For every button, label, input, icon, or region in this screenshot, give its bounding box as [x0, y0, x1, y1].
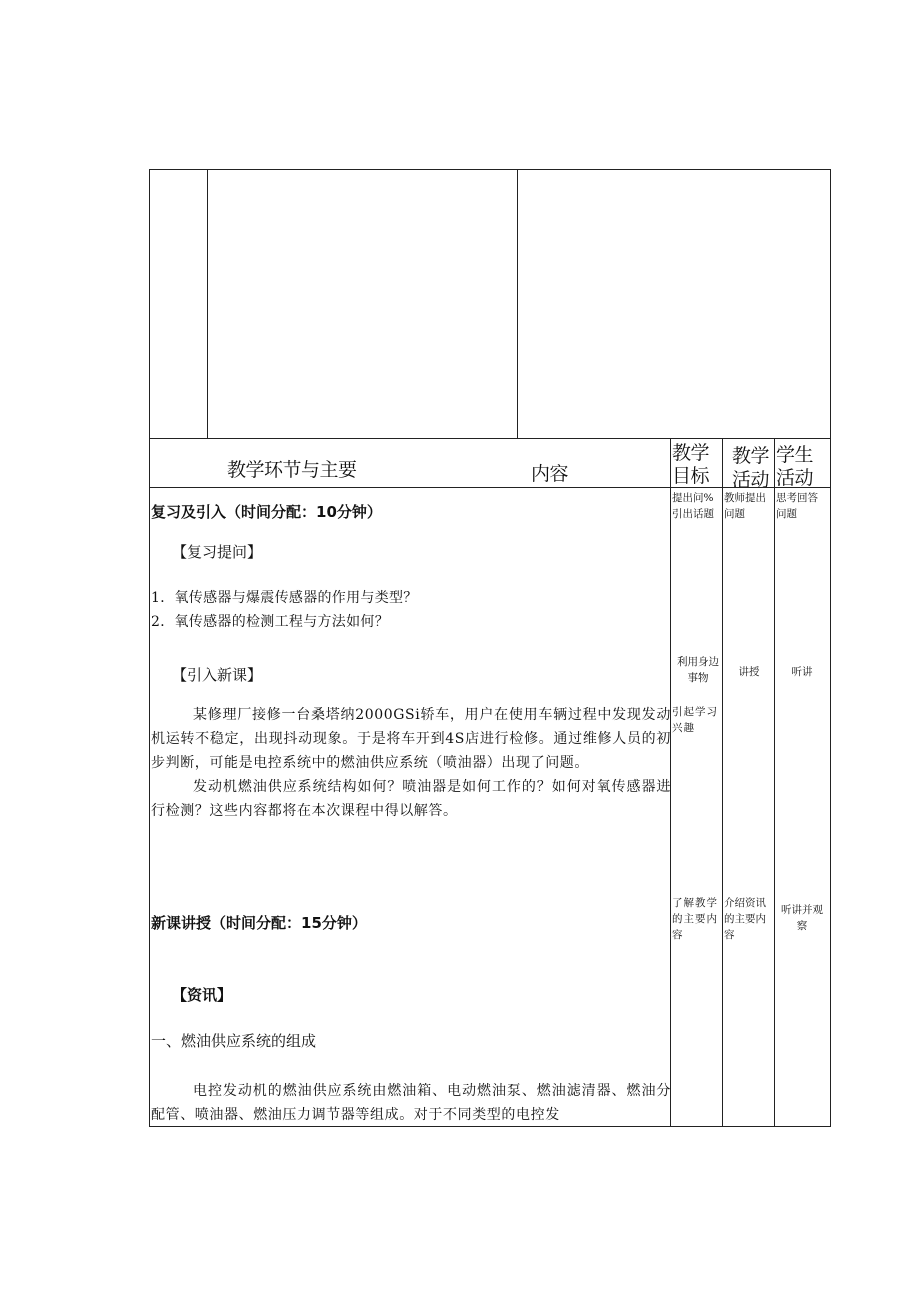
review-question-1: 1．氧传感器与爆震传感器的作用与类型？: [151, 590, 418, 606]
header-main-a: 教学环节与主要: [227, 459, 357, 481]
teacher-cell-1: 教师提出问题: [724, 492, 766, 520]
col-divider-student: [774, 438, 775, 1127]
lecture-paragraph-1: 电控发动机的燃油供应系统由燃油箱、电动燃油泵、燃油滤清器、燃油分配管、喷油器、燃油压力调节器等组成。对于不同类型的电控发: [151, 1083, 671, 1123]
goal-cell-1: 提出问%引出话题: [672, 492, 714, 520]
header-main-b: 内容: [531, 463, 569, 485]
section-heading-1: 一、燃油供应系统的组成: [151, 1032, 317, 1050]
intro-title: 【引入新课】: [172, 666, 263, 684]
header-student: 学生活动: [776, 444, 814, 487]
top-divider-2: [517, 169, 518, 438]
col-divider-teacher: [722, 438, 723, 1127]
student-cell-2: 听讲: [791, 666, 813, 678]
header-bottom-rule: [149, 487, 831, 488]
lecture-title: 新课讲授（时间分配：15分钟）: [151, 914, 367, 932]
student-cell-3: 听讲并观察: [781, 904, 823, 932]
goal-cell-3: 了解教学的主要内容: [672, 897, 718, 941]
lesson-table: [149, 169, 831, 1127]
review-title: 复习及引入（时间分配：10分钟）: [151, 503, 382, 521]
teacher-cell-3: 介绍资讯的主要内容: [724, 897, 766, 941]
goal-cell-2b: 引起学习兴趣: [672, 706, 718, 734]
intro-paragraph-2: 发动机燃油供应系统结构如何？喷油器是如何工作的？如何对氧传感器进行检测？这些内容都将在本次课程中得以解答。: [151, 779, 671, 819]
header-teacher: 教学活动: [732, 445, 770, 487]
goal-cell-2a: 利用身边事物: [677, 656, 719, 684]
header-goal: 教学目标: [672, 442, 710, 487]
top-divider-1: [207, 169, 208, 438]
review-subtitle: 【复习提问】: [172, 543, 263, 561]
intro-paragraph-1: 某修理厂接修一台桑塔纳2000GSi轿车，用户在使用车辆过程中发现发动机运转不稳定，出现抖动现象。于是将车开到4S店进行检修。通过维修人员的初步判断，可能是电控系统中的燃油供应系统（喷油器）出现了问题。: [151, 707, 671, 771]
info-title: 【资讯】: [172, 986, 233, 1004]
review-question-2: 2．氧传感器的检测工程与方法如何？: [151, 614, 390, 630]
top-bottom-rule: [149, 438, 831, 439]
student-cell-1: 思考回答问题: [776, 492, 818, 520]
teacher-cell-2: 讲授: [738, 666, 760, 678]
